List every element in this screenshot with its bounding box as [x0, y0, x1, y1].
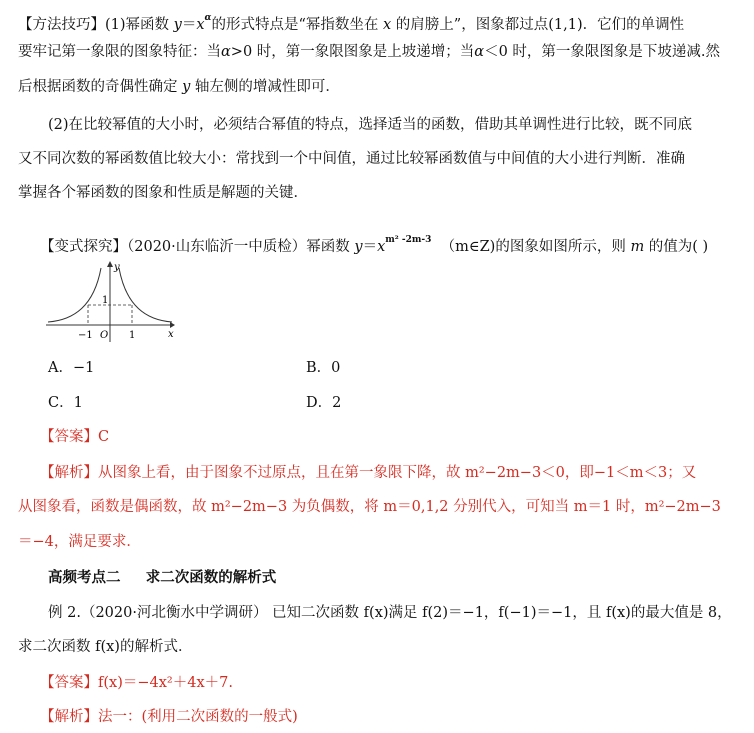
x-tick-1: 1	[129, 330, 136, 341]
y-axis-arrow	[107, 261, 113, 267]
x-axis-label: x	[168, 329, 174, 340]
origin-label: O	[100, 330, 109, 341]
section-title: 高频考点二 求二次函数的解析式	[48, 569, 277, 586]
y-axis-label: y	[114, 262, 120, 273]
example2-analysis: 【解析】法一：(利用二次函数的一般式)	[40, 709, 298, 725]
variant-analysis-line-1: 【解析】从图象上看，由于图象不过原点，且在第一象限下降，故 m²−2m−3＜0，即−1＜m＜3；又	[40, 465, 697, 481]
method-tips-tag: 【方法技巧】	[18, 17, 105, 33]
variant-analysis-line-2: 从图象看，函数是偶函数，故 m²−2m−3 为负偶数，将 m＝0,1,2 分别代入，可知当 m＝1 时，m²−2m−3	[18, 499, 721, 515]
method-tips-line-1: 【方法技巧】(1)幂函数 $y=x^\alpha$的形式特点是“幂指数坐在 x 的肩膀上”，图象都过点(1,1)．它们的单调性	[18, 13, 685, 33]
example2-line-1: 例 2.（2020·河北衡水中学调研） 已知二次函数 f(x)满足 f(2)＝−1，f(−1)＝−1，且 f(x)的最大值是 8，	[48, 605, 732, 621]
variant-analysis-line-3: ＝−4，满足要求．	[18, 534, 141, 550]
example2-answer	[40, 673, 233, 693]
option-a[interactable]: A．−1	[48, 360, 95, 376]
x-axis-arrow	[170, 322, 175, 328]
answer-tag: 【答案】	[40, 429, 98, 445]
analysis-tag: 【解析】	[40, 465, 98, 481]
option-d[interactable]: D．2	[306, 395, 342, 411]
method-tips-p2-line-2: 又不同次数的幂函数值比较大小：常找到一个中间值，通过比较幂函数值与中间值的大小进行判断．准确	[18, 151, 685, 167]
method-tips-line-2: 要牢记第一象限的图象特征：当α>0 时，第一象限图象是上坡递增；当α＜0 时，第一象限图象是下坡递减.然	[18, 44, 721, 60]
variant-answer	[40, 427, 109, 447]
example2-answer-value: f(x)＝−4x²＋4x＋7.	[98, 675, 233, 691]
method-tips-line-3: 后根据函数的奇偶性确定 y 轴左侧的增减性即可．	[18, 79, 340, 95]
power-function-graph	[44, 258, 180, 344]
curve-right	[119, 268, 172, 322]
curve-left	[48, 268, 101, 322]
y-tick-1: 1	[102, 295, 109, 306]
method-tips-p2-line-1: (2)在比较幂值的大小时，必须结合幂值的特点，选择适当的函数，借助其单调性进行比较，既不同底	[48, 117, 693, 133]
x-tick-neg1: −1	[78, 330, 93, 341]
example2-line-2: 求二次函数 f(x)的解析式．	[18, 639, 193, 655]
example2-analysis-tag: 【解析】	[40, 709, 98, 725]
variant-tag: 【变式探究】	[40, 239, 127, 255]
option-b[interactable]: B．0	[306, 360, 341, 376]
answer-value: C	[98, 429, 110, 445]
option-c[interactable]: C．1	[48, 395, 83, 411]
method-tips-p2-line-3: 掌握各个幂函数的图象和性质是解题的关键．	[18, 185, 308, 201]
variant-question: 【变式探究】（2020·山东临沂一中质检）幂函数 $y=x^{m^2 -2m-3}$ （m∈Z)的图象如图所示，则 m 的值为( )	[40, 235, 709, 255]
example2-answer-tag: 【答案】	[40, 675, 98, 691]
